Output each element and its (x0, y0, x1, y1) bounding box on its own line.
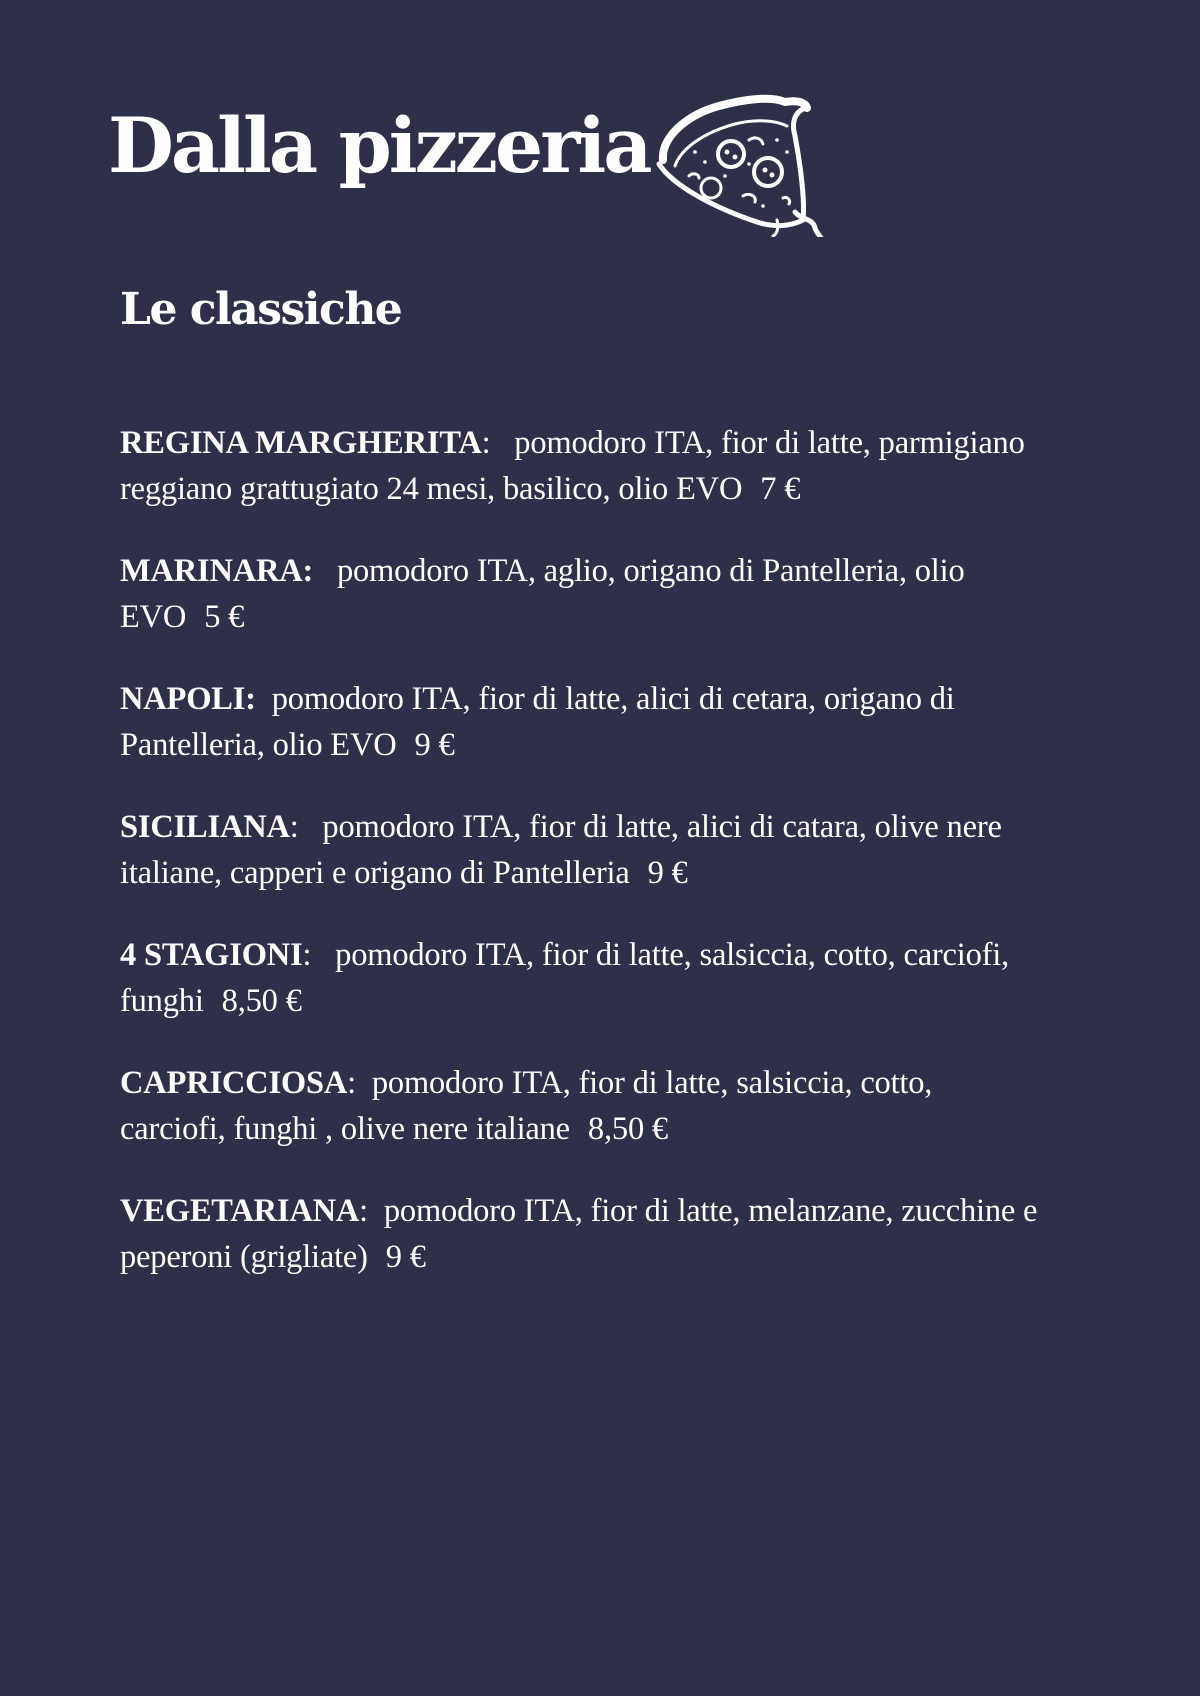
menu-item-4-stagioni (120, 932, 1040, 1024)
item-price: 9 € (385, 1239, 426, 1275)
item-name: 4 STAGIONI (120, 937, 303, 973)
item-description: pomodoro ITA, fior di latte, melanzane, zucchine e peperoni (grigliate) (120, 1193, 1038, 1275)
item-description: pomodoro ITA, fior di latte, alici di cetara, origano di Pantelleria, olio EVO (120, 681, 955, 763)
item-price: 5 € (204, 599, 245, 635)
item-price: 8,50 € (587, 1111, 668, 1147)
item-name: NAPOLI: (120, 681, 256, 717)
item-name: REGINA MARGHERITA (120, 425, 482, 461)
menu-item-regina-margherita (120, 420, 1040, 512)
menu-item-siciliana (120, 804, 1040, 896)
menu-item-vegetariana (120, 1188, 1040, 1280)
item-price: 9 € (414, 727, 455, 763)
item-description: pomodoro ITA, fior di latte, salsiccia, cotto, carciofi, funghi , olive nere italiane (120, 1065, 933, 1147)
section-title: Le classiche (120, 284, 402, 335)
item-name: MARINARA: (120, 553, 314, 589)
item-price: 7 € (760, 471, 801, 507)
item-description: pomodoro ITA, fior di latte, alici di catara, olive nere italiane, capperi e origano di Pantelleria (120, 809, 1002, 891)
item-separator: : (359, 1193, 369, 1229)
menu-item-napoli (120, 676, 1040, 768)
menu-item-capricciosa (120, 1060, 1040, 1152)
item-separator: : (481, 425, 491, 461)
item-separator: : (347, 1065, 356, 1101)
item-separator: : (289, 809, 299, 845)
item-separator: : (302, 937, 312, 973)
pizza-slice-icon (645, 92, 830, 237)
item-description: pomodoro ITA, fior di latte, salsiccia, cotto, carciofi, funghi (120, 937, 1010, 1019)
menu-list (120, 420, 1040, 1316)
item-description: pomodoro ITA, fior di latte, parmigiano reggiano grattugiato 24 mesi, basilico, olio EVO (120, 425, 1025, 507)
page-title: Dalla pizzeria (108, 101, 650, 190)
item-price: 9 € (647, 855, 688, 891)
item-name: CAPRICCIOSA (120, 1065, 348, 1101)
item-name: SICILIANA (120, 809, 290, 845)
menu-item-marinara (120, 548, 1040, 640)
item-name: VEGETARIANA (120, 1193, 360, 1229)
item-description: pomodoro ITA, aglio, origano di Pantelleria, olio EVO (120, 553, 965, 635)
item-price: 8,50 € (221, 983, 302, 1019)
